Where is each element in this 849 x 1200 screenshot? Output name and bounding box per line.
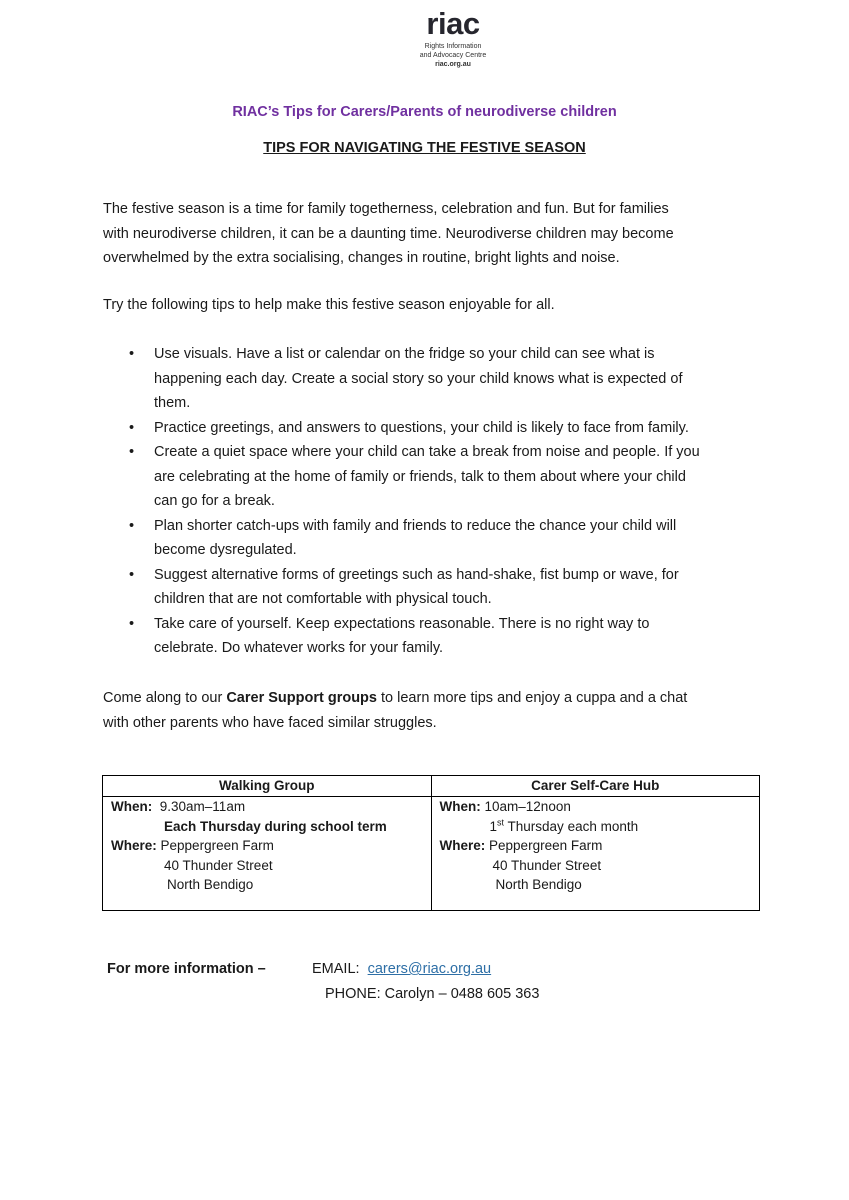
logo-url: riac.org.au xyxy=(435,61,471,68)
phone-number: PHONE: Carolyn – 0488 605 363 xyxy=(325,985,540,1002)
bullet-icon: • xyxy=(129,346,135,362)
intro-line: with neurodiverse children, it can be a daunting time. Neurodiverse children may become xyxy=(103,225,674,242)
tip-item: • Take care of yourself. Keep expectations reasonable. There is no right way to celebrate. Do whatever works for your family. xyxy=(103,612,763,661)
carer-support-groups-text: Carer Support groups xyxy=(226,690,377,706)
bullet-icon: • xyxy=(129,517,135,534)
group-time: 10am–12noon xyxy=(484,799,571,814)
group-name: Walking Group xyxy=(103,776,431,797)
tip-item: • Create a quiet space where your child can take a break from noise and people. If you are celebrating at the home of family or friends, talk to them about where your child can go for a break. xyxy=(103,440,763,514)
lead-paragraph: Try the following tips to help make this festive season enjoyable for all. xyxy=(103,297,555,313)
bullet-icon: • xyxy=(129,615,135,632)
email-link[interactable]: carers@riac.org.au xyxy=(367,961,492,977)
group-suburb: North Bendigo xyxy=(495,877,582,892)
riac-logo xyxy=(405,6,501,68)
group-venue: Peppergreen Farm xyxy=(160,838,274,853)
tip-item: • Suggest alternative forms of greetings such as hand-shake, fist bump or wave, for children that are not comfortable with physical touch. xyxy=(103,563,763,612)
group-venue: Peppergreen Farm xyxy=(489,838,603,853)
group-street: 40 Thunder Street xyxy=(492,857,602,873)
bullet-icon: • xyxy=(129,566,135,583)
logo-line-1: Rights Information xyxy=(424,43,482,50)
closing-paragraph: Come along to our Carer Support groups to learn more tips and enjoy a cuppa and a chat with other parents who have faced similar struggles. xyxy=(103,690,688,731)
logo-line-2: and Advocacy Centre xyxy=(419,52,487,59)
tip-item: • Plan shorter catch-ups with family and friends to reduce the chance your child will become dysregulated. xyxy=(103,514,763,563)
document-title: TIPS FOR NAVIGATING THE FESTIVE SEASON xyxy=(263,140,586,156)
self-care-hub-column: Carer Self-Care Hub When: 10am–12noon 1st Thursday each month Where: Peppergreen Farm 40 Thunder Street North Bendigo xyxy=(431,776,760,910)
contact-label: For more information – xyxy=(107,961,266,977)
group-street: 40 Thunder Street xyxy=(164,857,273,873)
tip-item: • Use visuals. Have a list or calendar on the fridge so your child can see what is happening each day. Create a social story so your child knows what is expected of them. xyxy=(103,342,763,416)
intro-paragraph xyxy=(103,197,753,271)
group-time: 9.30am–11am xyxy=(159,799,246,814)
intro-line: overwhelmed by the extra socialising, changes in routine, bright lights and noise. xyxy=(103,250,620,266)
walking-group-column: Walking Group When: 9.30am–11am Each Thursday during school term Where: Peppergreen Farm 40 Thunder Street North Bendigo xyxy=(103,776,431,910)
group-schedule: 1st Thursday each month xyxy=(489,817,639,834)
logo-wordmark: riac xyxy=(426,6,480,41)
bullet-icon: • xyxy=(129,419,135,436)
group-name: Carer Self-Care Hub xyxy=(432,776,760,797)
contact-info xyxy=(107,957,707,1006)
intro-line: The festive season is a time for family togetherness, celebration and fun. But for families xyxy=(103,201,669,217)
group-schedule: Each Thursday during school term xyxy=(164,818,387,834)
group-suburb: North Bendigo xyxy=(167,877,254,892)
document-subtitle: RIAC’s Tips for Carers/Parents of neurodiverse children xyxy=(232,104,617,120)
email-label: EMAIL: xyxy=(312,961,360,977)
tips-list xyxy=(103,342,763,661)
bullet-icon: • xyxy=(129,444,135,460)
support-groups-table xyxy=(102,775,760,911)
tip-item: • Practice greetings, and answers to questions, your child is likely to face from family. xyxy=(103,416,763,441)
